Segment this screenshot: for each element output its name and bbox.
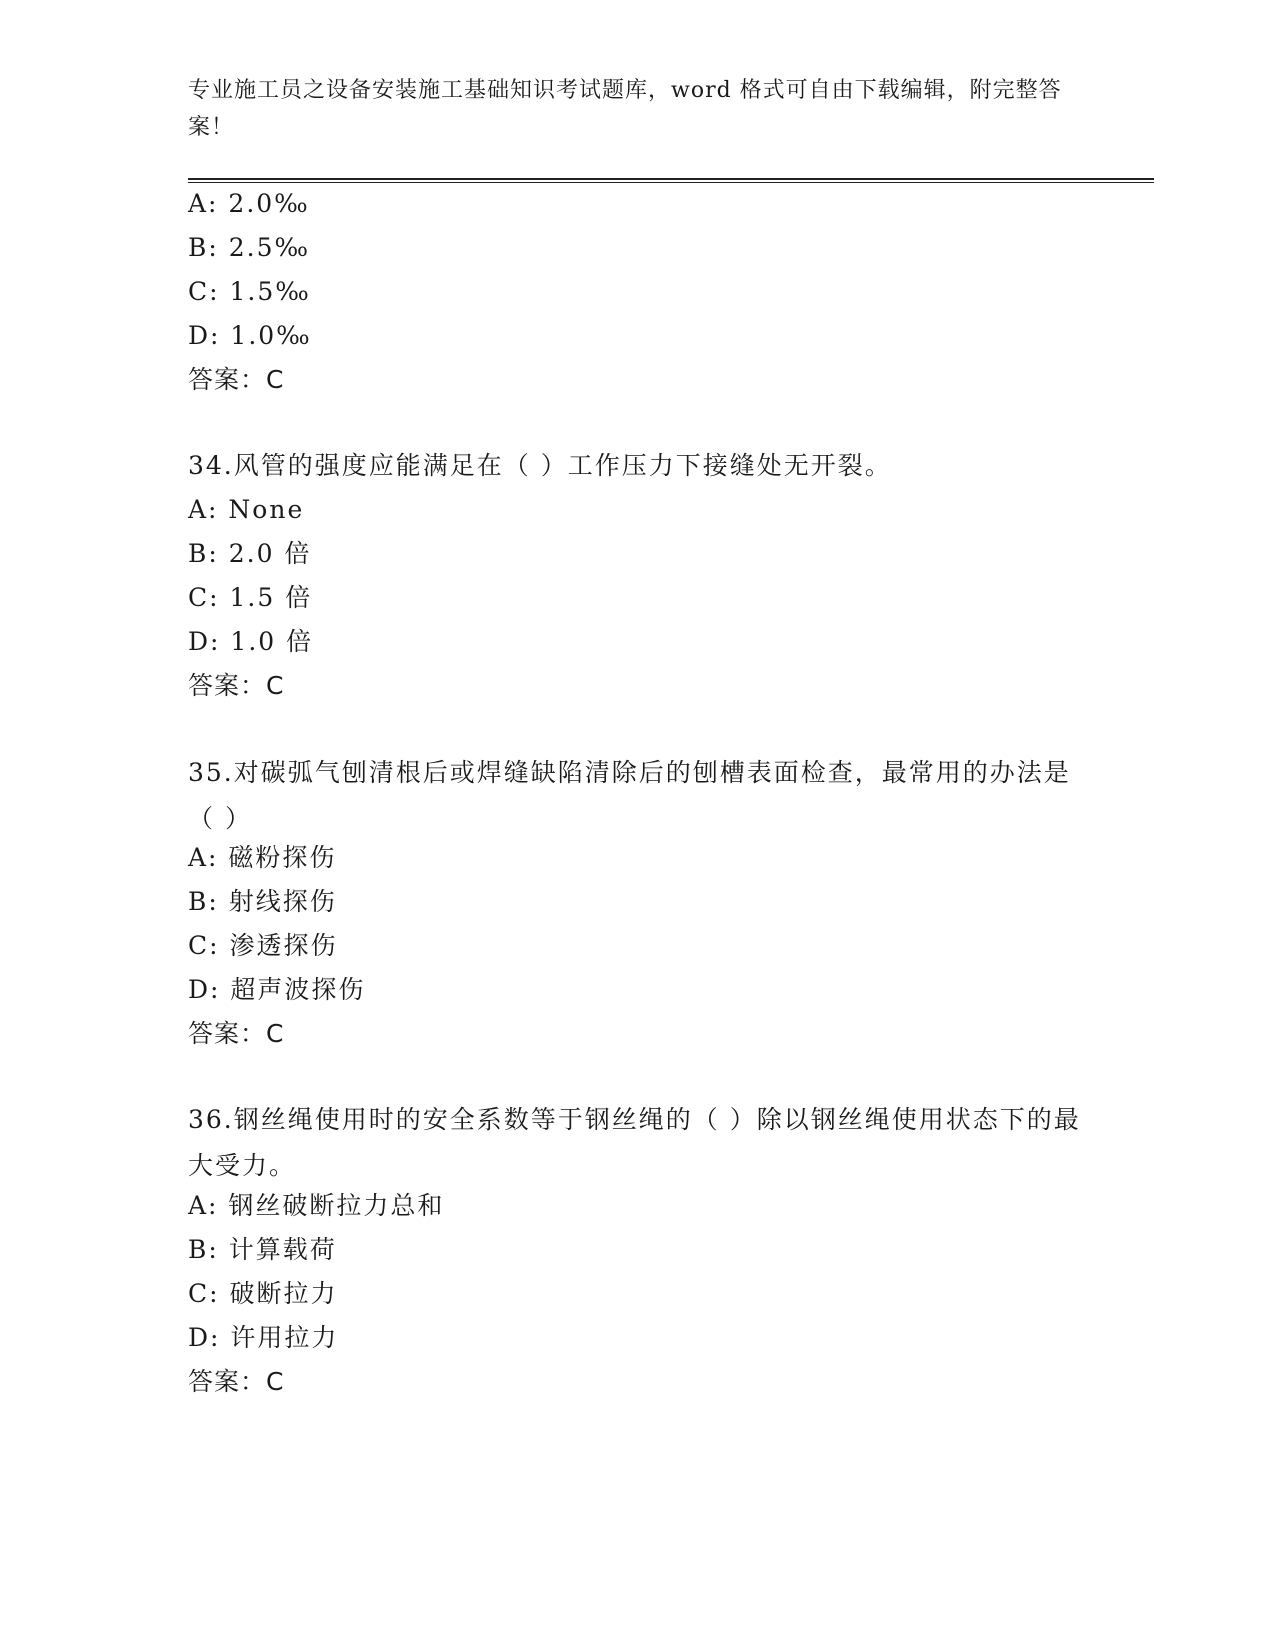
q35-answer: 答案：C <box>188 1019 285 1048</box>
q35-option-b: B: 射线探伤 <box>188 887 337 916</box>
q34-option-c: C: 1.5 倍 <box>188 583 313 612</box>
document-header: 专业施工员之设备安装施工基础知识考试题库，word 格式可自由下载编辑，附完整答案！ <box>188 78 1062 140</box>
q33-option-c: C: 1.5‰ <box>188 277 311 306</box>
q35-option-a: A: 磁粉探伤 <box>188 843 337 872</box>
q33-option-b: B: 2.5‰ <box>188 233 311 262</box>
q34-option-b: B: 2.0 倍 <box>188 539 312 568</box>
q36-option-a: A: 钢丝破断拉力总和 <box>188 1191 445 1220</box>
q35-option-c: C: 渗透探伤 <box>188 931 338 960</box>
q33-answer: 答案：C <box>188 365 285 394</box>
q36-answer: 答案：C <box>188 1367 285 1396</box>
q35-option-d: D: 超声波探伤 <box>188 975 366 1004</box>
q36-option-c: C: 破断拉力 <box>188 1279 338 1308</box>
q36-option-d: D: 许用拉力 <box>188 1323 339 1352</box>
q33-option-a: A: 2.0‰ <box>188 189 310 218</box>
q33-option-d: D: 1.0‰ <box>188 321 312 350</box>
q34-stem: 34.风管的强度应能满足在（ ）工作压力下接缝处无开裂。 <box>188 451 892 480</box>
q35-stem: 35.对碳弧气刨清根后或焊缝缺陷清除后的刨槽表面检查，最常用的办法是（ ） <box>188 758 1071 833</box>
q34-option-d: D: 1.0 倍 <box>188 627 314 656</box>
q34-option-a: A: None <box>188 495 305 524</box>
q36-stem: 36.钢丝绳使用时的安全系数等于钢丝绳的（ ）除以钢丝绳使用状态下的最大受力。 <box>188 1105 1081 1180</box>
q34-answer: 答案：C <box>188 671 285 700</box>
header-divider <box>188 178 1154 183</box>
q36-option-b: B: 计算载荷 <box>188 1235 337 1264</box>
